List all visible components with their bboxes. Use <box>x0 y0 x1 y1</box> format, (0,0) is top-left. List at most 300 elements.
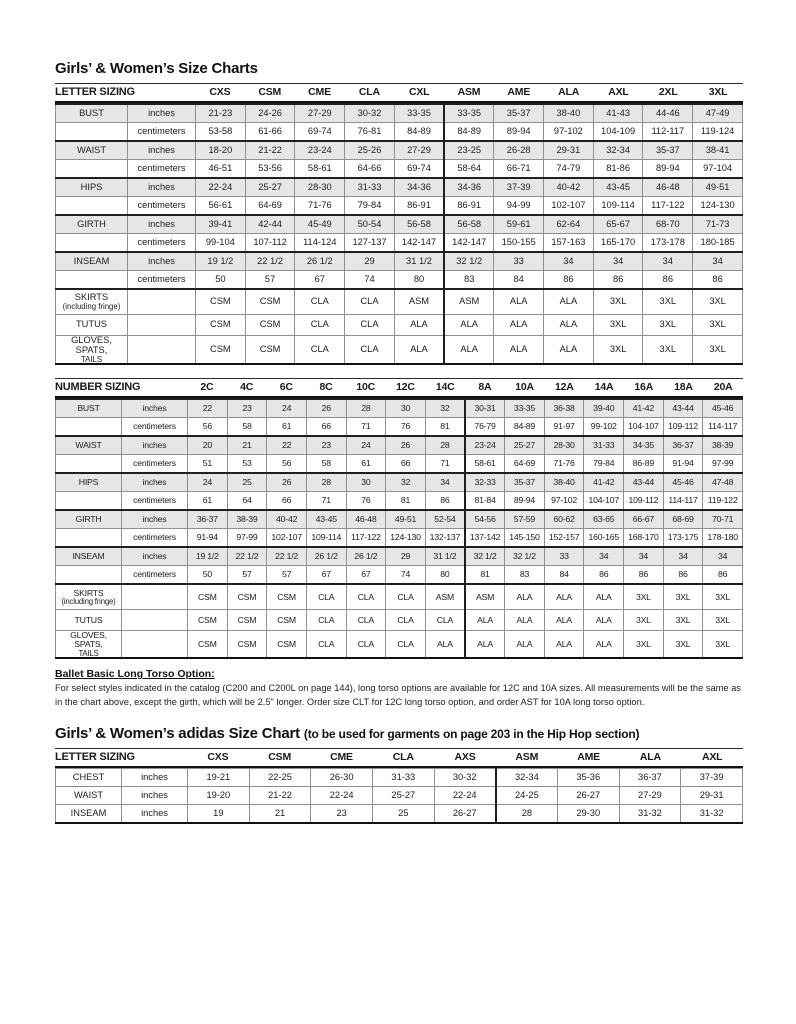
size-value-cell: 26 1/2 <box>346 547 386 566</box>
size-value-cell: 53 <box>227 455 267 474</box>
size-value-cell: 102-107 <box>267 529 307 548</box>
size-value-cell: 86-91 <box>444 197 494 216</box>
size-value-cell: 63-65 <box>584 510 624 529</box>
size-value-cell: 109-112 <box>624 492 664 511</box>
row-label <box>56 123 128 142</box>
size-value-cell: 32 1/2 <box>444 252 494 271</box>
garment-row <box>56 336 743 365</box>
size-value-cell: 74-79 <box>544 160 594 179</box>
size-value-cell: 22-25 <box>249 769 311 787</box>
size-value-cell: 76-79 <box>465 418 505 437</box>
size-value-cell: 62-64 <box>544 215 594 234</box>
column-header: AXS <box>454 751 476 764</box>
size-value-cell: ALA <box>544 610 584 631</box>
garment-row <box>56 289 743 315</box>
unit-label: inches <box>128 141 196 160</box>
size-value-cell: ALA <box>494 289 544 315</box>
row-label: INSEAM <box>56 805 122 824</box>
size-value-cell: 22 1/2 <box>245 252 295 271</box>
footnote-heading: Ballet Basic Long Torso Option: <box>55 668 215 681</box>
measure-inches-row <box>56 399 743 418</box>
size-value-cell: 124-130 <box>386 529 426 548</box>
size-value-cell: 36-37 <box>619 769 681 787</box>
adidas-size-table <box>55 748 743 824</box>
row-label-secondary: TAILS <box>78 648 99 658</box>
size-value-cell: 27-29 <box>394 141 444 160</box>
size-value-cell: 19 <box>188 805 250 824</box>
size-value-cell: 32-34 <box>496 769 558 787</box>
size-value-cell: 3XL <box>593 336 643 365</box>
size-value-cell: 114-117 <box>703 418 743 437</box>
measure-cm-row <box>56 455 743 474</box>
size-value-cell: 69-74 <box>394 160 444 179</box>
adidas-section-title <box>55 725 743 742</box>
column-header: CSM <box>268 751 292 764</box>
size-value-cell: 81 <box>465 566 505 585</box>
size-value-cell: 49-51 <box>693 178 743 197</box>
column-header: CME <box>308 86 331 98</box>
unit-label: inches <box>128 215 196 234</box>
size-value-cell: 49-51 <box>386 510 426 529</box>
size-value-cell: 91-97 <box>544 418 584 437</box>
unit-label: centimeters <box>128 160 196 179</box>
size-value-cell: 30-31 <box>465 399 505 418</box>
size-value-cell: 35-37 <box>505 473 545 492</box>
size-value-cell: 39-40 <box>584 399 624 418</box>
size-value-cell: 53-58 <box>196 123 246 142</box>
column-header: 6C <box>279 381 293 394</box>
size-value-cell: 25 <box>372 805 434 824</box>
size-value-cell: 57 <box>245 271 295 290</box>
row-label-secondary: (including fringe) <box>62 301 121 311</box>
adidas-title-main: Girls’ & Women’s adidas Size Chart <box>55 725 300 743</box>
size-value-cell: 20 <box>188 436 228 455</box>
size-value-cell: 173-178 <box>643 234 693 253</box>
size-value-cell: 3XL <box>624 584 664 610</box>
size-value-cell: 32-33 <box>465 473 505 492</box>
size-value-cell: ALA <box>584 584 624 610</box>
size-value-cell: 64-69 <box>505 455 545 474</box>
size-value-cell: 35-36 <box>557 769 619 787</box>
size-value-cell: CLA <box>345 289 395 315</box>
size-value-cell: 24-25 <box>496 787 558 805</box>
column-header: CXS <box>209 86 231 98</box>
size-value-cell: 58-61 <box>465 455 505 474</box>
size-value-cell: 157-163 <box>544 234 594 253</box>
measure-cm-row <box>56 492 743 511</box>
row-label: WAIST <box>56 436 122 455</box>
size-value-cell: 60-62 <box>544 510 584 529</box>
size-value-cell: 30 <box>386 399 426 418</box>
size-value-cell: 66 <box>267 492 307 511</box>
size-value-cell: ALA <box>505 584 545 610</box>
size-value-cell: 97-102 <box>544 492 584 511</box>
size-value-cell: 25 <box>227 473 267 492</box>
ballet-footnote <box>55 668 743 709</box>
size-value-cell: 34 <box>663 547 703 566</box>
size-value-cell: 28-30 <box>295 178 345 197</box>
size-value-cell: ALA <box>544 631 584 659</box>
size-value-cell: CLA <box>306 584 346 610</box>
garment-row <box>56 584 743 610</box>
column-header: 8A <box>478 381 492 394</box>
unit-label: centimeters <box>128 123 196 142</box>
size-value-cell: 27-29 <box>619 787 681 805</box>
size-value-cell: ALA <box>394 336 444 365</box>
size-value-cell: 26 <box>306 399 346 418</box>
unit-label <box>128 289 196 315</box>
unit-label: inches <box>122 510 188 529</box>
column-header: CLA <box>392 751 414 764</box>
column-header: ASM <box>457 86 481 98</box>
size-value-cell: 38-39 <box>227 510 267 529</box>
size-table-grid <box>55 398 743 659</box>
row-label: GLOVES, SPATS, TAILS <box>56 336 128 365</box>
size-value-cell: 34 <box>693 252 743 271</box>
size-value-cell: 39-41 <box>196 215 246 234</box>
adidas-measure-row <box>56 769 743 787</box>
size-value-cell: 91-94 <box>188 529 228 548</box>
size-value-cell: CLA <box>306 610 346 631</box>
size-value-cell: 21-22 <box>249 787 311 805</box>
size-value-cell: 31-33 <box>345 178 395 197</box>
size-value-cell: 97-104 <box>693 160 743 179</box>
size-value-cell: 107-112 <box>245 234 295 253</box>
row-label: CHEST <box>56 769 122 787</box>
letter-sizing-table <box>55 83 743 365</box>
size-value-cell: 150-155 <box>494 234 544 253</box>
row-label <box>56 197 128 216</box>
size-value-cell: 36-37 <box>188 510 228 529</box>
size-value-cell: 99-104 <box>196 234 246 253</box>
size-value-cell: 26 1/2 <box>295 252 345 271</box>
size-value-cell: 34 <box>584 547 624 566</box>
row-label <box>56 160 128 179</box>
size-value-cell: ALA <box>444 336 494 365</box>
unit-label: centimeters <box>128 234 196 253</box>
table-header-label: NUMBER SIZING <box>55 381 141 394</box>
size-value-cell: 66 <box>386 455 426 474</box>
size-value-cell: 50 <box>188 566 228 585</box>
row-label: BUST <box>56 104 128 123</box>
column-header: AME <box>577 751 600 764</box>
size-value-cell: 68-70 <box>643 215 693 234</box>
size-value-cell: 28-30 <box>544 436 584 455</box>
size-value-cell: CLA <box>346 584 386 610</box>
size-value-cell: 57-59 <box>505 510 545 529</box>
size-value-cell: ALA <box>505 631 545 659</box>
size-value-cell: 24 <box>267 399 307 418</box>
size-value-cell: ASM <box>444 289 494 315</box>
size-value-cell: 3XL <box>624 610 664 631</box>
unit-label: inches <box>122 473 188 492</box>
garment-row <box>56 610 743 631</box>
page-title: Girls’ & Women’s Size Charts <box>55 60 258 77</box>
size-value-cell: 38-41 <box>693 141 743 160</box>
column-header: 4C <box>240 381 254 394</box>
size-value-cell: 84-89 <box>394 123 444 142</box>
size-value-cell: 119-122 <box>703 492 743 511</box>
size-value-cell: 81 <box>386 492 426 511</box>
size-value-cell: 40-42 <box>267 510 307 529</box>
size-value-cell: 53-56 <box>245 160 295 179</box>
size-value-cell: CLA <box>306 631 346 659</box>
table-header-label: LETTER SIZING <box>55 751 135 764</box>
size-table-grid <box>55 768 743 824</box>
size-table-grid <box>55 103 743 365</box>
size-value-cell: 3XL <box>663 584 703 610</box>
size-value-cell: CLA <box>386 584 426 610</box>
size-value-cell: 3XL <box>663 631 703 659</box>
size-value-cell: 3XL <box>643 336 693 365</box>
size-value-cell: 18-20 <box>196 141 246 160</box>
table-header-row <box>55 378 743 398</box>
size-value-cell: 80 <box>394 271 444 290</box>
measure-inches-row <box>56 141 743 160</box>
size-value-cell: 71 <box>425 455 465 474</box>
unit-label: centimeters <box>122 492 188 511</box>
size-value-cell: 165-170 <box>593 234 643 253</box>
size-value-cell: 89-94 <box>494 123 544 142</box>
size-value-cell: 84-89 <box>505 418 545 437</box>
size-value-cell: 33-35 <box>394 104 444 123</box>
column-header: CME <box>330 751 353 764</box>
measure-inches-row <box>56 473 743 492</box>
size-value-cell: 41-42 <box>624 399 664 418</box>
size-value-cell: 23-25 <box>444 141 494 160</box>
size-value-cell: 41-42 <box>584 473 624 492</box>
size-value-cell: 22-24 <box>434 787 496 805</box>
size-value-cell: 33-35 <box>505 399 545 418</box>
size-value-cell: CLA <box>386 610 426 631</box>
size-value-cell: 43-45 <box>306 510 346 529</box>
row-label-secondary: (including fringe) <box>61 596 116 606</box>
size-value-cell: 3XL <box>703 610 743 631</box>
size-value-cell: 24 <box>188 473 228 492</box>
size-value-cell: 51 <box>188 455 228 474</box>
size-value-cell: 66-71 <box>494 160 544 179</box>
size-value-cell: 30-32 <box>434 769 496 787</box>
size-value-cell: 22 1/2 <box>267 547 307 566</box>
size-value-cell: 74 <box>386 566 426 585</box>
size-value-cell: CLA <box>346 631 386 659</box>
size-value-cell: 69-74 <box>295 123 345 142</box>
size-value-cell: ALA <box>465 631 505 659</box>
size-value-cell: 36-37 <box>663 436 703 455</box>
size-value-cell: 23 <box>227 399 267 418</box>
size-value-cell: 52-54 <box>425 510 465 529</box>
size-value-cell: 32 <box>425 399 465 418</box>
size-value-cell: 38-40 <box>544 473 584 492</box>
size-value-cell: CSM <box>267 584 307 610</box>
size-value-cell: 46-48 <box>346 510 386 529</box>
size-value-cell: 29 <box>386 547 426 566</box>
size-value-cell: 81-86 <box>593 160 643 179</box>
size-value-cell: 23 <box>306 436 346 455</box>
row-label: WAIST <box>56 787 122 805</box>
size-value-cell: 45-46 <box>663 473 703 492</box>
column-header: 12A <box>554 381 574 394</box>
size-value-cell: 25-27 <box>372 787 434 805</box>
size-value-cell: 76-81 <box>345 123 395 142</box>
size-value-cell: 61 <box>346 455 386 474</box>
size-value-cell: 86-89 <box>624 455 664 474</box>
column-header: 10C <box>356 381 376 394</box>
size-value-cell: CSM <box>188 631 228 659</box>
size-value-cell: CSM <box>196 336 246 365</box>
size-value-cell: 71-73 <box>693 215 743 234</box>
size-value-cell: 33 <box>494 252 544 271</box>
size-value-cell: 44-46 <box>643 104 693 123</box>
size-value-cell: 80 <box>425 566 465 585</box>
size-value-cell: 22-24 <box>196 178 246 197</box>
size-value-cell: 22-24 <box>311 787 373 805</box>
size-value-cell: 22 <box>188 399 228 418</box>
size-value-cell: 26-27 <box>434 805 496 824</box>
unit-label: inches <box>122 805 188 824</box>
row-label: GIRTH <box>56 510 122 529</box>
size-value-cell: 23-24 <box>465 436 505 455</box>
size-value-cell: 137-142 <box>465 529 505 548</box>
column-header: 14C <box>435 381 455 394</box>
column-header: 3XL <box>708 86 728 98</box>
size-value-cell: 142-147 <box>444 234 494 253</box>
size-value-cell: 56 <box>188 418 228 437</box>
size-value-cell: 32 1/2 <box>465 547 505 566</box>
size-value-cell: 65-67 <box>593 215 643 234</box>
size-value-cell: 86 <box>584 566 624 585</box>
unit-label: centimeters <box>122 418 188 437</box>
size-value-cell: ALA <box>425 631 465 659</box>
size-value-cell: CSM <box>188 584 228 610</box>
measure-inches-row <box>56 215 743 234</box>
size-value-cell: 32-34 <box>593 141 643 160</box>
size-value-cell: 104-107 <box>624 418 664 437</box>
size-value-cell: 28 <box>346 399 386 418</box>
size-value-cell: 3XL <box>703 631 743 659</box>
measure-cm-row <box>56 566 743 585</box>
size-value-cell: ALA <box>544 289 594 315</box>
size-value-cell: 19 1/2 <box>196 252 246 271</box>
table-header-row <box>55 748 743 768</box>
row-label: HIPS <box>56 473 122 492</box>
size-value-cell: 23 <box>311 805 373 824</box>
size-value-cell: 47-48 <box>703 473 743 492</box>
size-chart-page <box>55 60 743 824</box>
column-header: 20A <box>713 381 733 394</box>
size-value-cell: 132-137 <box>425 529 465 548</box>
size-value-cell: 64-66 <box>345 160 395 179</box>
size-value-cell: 74 <box>345 271 395 290</box>
size-value-cell: CLA <box>295 336 345 365</box>
size-value-cell: 58 <box>227 418 267 437</box>
column-header: 2XL <box>658 86 678 98</box>
size-value-cell: CSM <box>227 584 267 610</box>
row-label: BUST <box>56 399 122 418</box>
size-value-cell: 29-31 <box>544 141 594 160</box>
unit-label: inches <box>128 104 196 123</box>
size-value-cell: 34 <box>593 252 643 271</box>
row-label <box>56 234 128 253</box>
size-value-cell: 61 <box>267 418 307 437</box>
column-header: ASM <box>515 751 539 764</box>
size-value-cell: 3XL <box>624 631 664 659</box>
size-value-cell: 89-94 <box>643 160 693 179</box>
size-value-cell: ALA <box>544 315 594 336</box>
size-value-cell: 28 <box>306 473 346 492</box>
size-value-cell: 86 <box>425 492 465 511</box>
size-value-cell: 81-84 <box>465 492 505 511</box>
size-value-cell: ALA <box>494 336 544 365</box>
size-value-cell: 22 <box>267 436 307 455</box>
size-value-cell: 84 <box>544 566 584 585</box>
measure-inches-row <box>56 436 743 455</box>
size-value-cell: 47-49 <box>693 104 743 123</box>
size-value-cell: 83 <box>505 566 545 585</box>
size-value-cell: 36-38 <box>544 399 584 418</box>
table-header-row <box>55 83 743 103</box>
size-value-cell: CLA <box>345 315 395 336</box>
size-value-cell: 71 <box>306 492 346 511</box>
unit-label: centimeters <box>128 271 196 290</box>
size-value-cell: 86 <box>693 271 743 290</box>
size-value-cell: 35-37 <box>643 141 693 160</box>
column-header: AME <box>507 86 531 98</box>
size-value-cell: 56-61 <box>196 197 246 216</box>
number-sizing-table <box>55 378 743 659</box>
row-label: TUTUS <box>56 315 128 336</box>
size-value-cell: CLA <box>295 315 345 336</box>
column-header: 16A <box>634 381 654 394</box>
size-value-cell: 34 <box>425 473 465 492</box>
size-value-cell: 43-44 <box>663 399 703 418</box>
size-value-cell: 152-157 <box>544 529 584 548</box>
size-value-cell: 97-99 <box>703 455 743 474</box>
row-label <box>56 455 122 474</box>
size-value-cell: 160-165 <box>584 529 624 548</box>
adidas-measure-row <box>56 805 743 824</box>
size-value-cell: 19-20 <box>188 787 250 805</box>
size-value-cell: 50-54 <box>345 215 395 234</box>
size-value-cell: 26 <box>386 436 426 455</box>
unit-label: inches <box>122 547 188 566</box>
size-value-cell: 97-102 <box>544 123 594 142</box>
size-value-cell: 89-94 <box>505 492 545 511</box>
size-value-cell: 3XL <box>663 610 703 631</box>
size-value-cell: 29 <box>345 252 395 271</box>
row-label: INSEAM <box>56 252 128 271</box>
size-value-cell: CSM <box>245 289 295 315</box>
size-value-cell: 119-124 <box>693 123 743 142</box>
row-label: HIPS <box>56 178 128 197</box>
size-value-cell: 45-49 <box>295 215 345 234</box>
size-value-cell: 29-30 <box>557 805 619 824</box>
size-value-cell: 34-36 <box>444 178 494 197</box>
size-value-cell: 70-71 <box>703 510 743 529</box>
size-value-cell: 26-28 <box>494 141 544 160</box>
size-value-cell: 71-76 <box>544 455 584 474</box>
size-value-cell: ALA <box>584 610 624 631</box>
size-value-cell: 50 <box>196 271 246 290</box>
row-label: SKIRTS (including fringe) <box>56 289 128 315</box>
adidas-measure-row <box>56 787 743 805</box>
size-value-cell: 86 <box>663 566 703 585</box>
size-value-cell: CSM <box>267 610 307 631</box>
size-value-cell: 3XL <box>693 289 743 315</box>
size-value-cell: 34 <box>703 547 743 566</box>
size-value-cell: CSM <box>245 315 295 336</box>
size-value-cell: 46-48 <box>643 178 693 197</box>
